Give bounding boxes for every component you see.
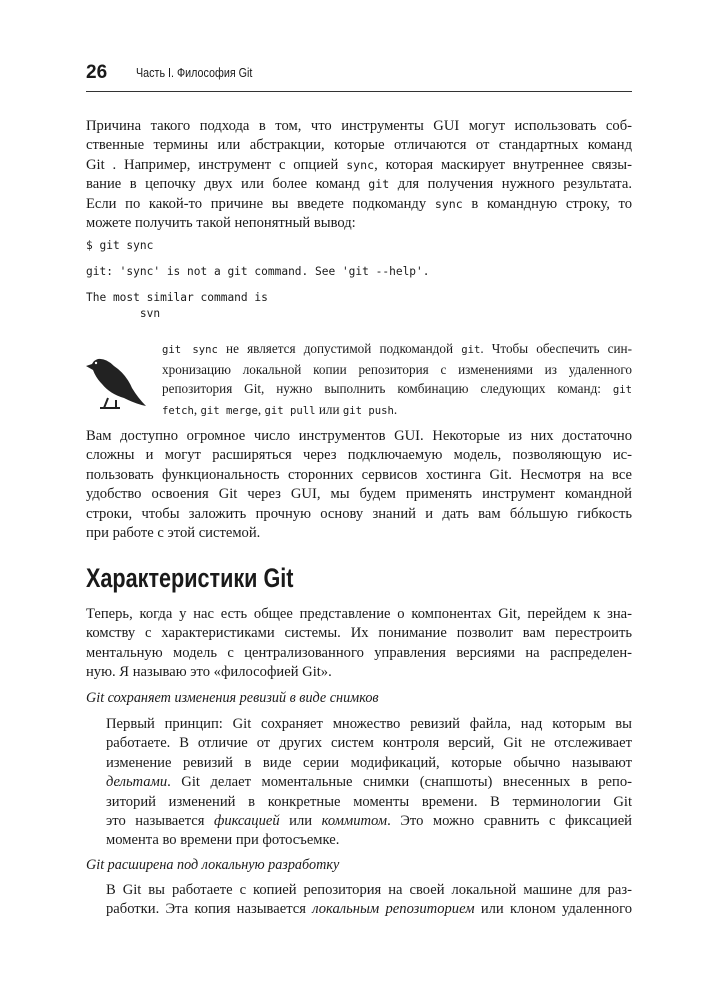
text-line: зиторий изменений в конкретные моменты времени. В терминологии Git xyxy=(106,793,632,810)
crow-icon xyxy=(86,344,148,412)
code-line: The most similar command is xyxy=(86,291,268,304)
text-line: комству с характеристиками системы. Их понимание позволит вам перестроить xyxy=(86,625,632,642)
text-line: момента во времени при фотосъемке. xyxy=(106,832,340,849)
term-title: Git сохраняет изменения ревизий в виде снимков xyxy=(86,690,379,706)
inline-code: fetch xyxy=(162,405,194,417)
text-line: работки. Эта копия называется локальным репозиторием или клоном удаленного xyxy=(106,901,632,918)
note-text xyxy=(162,339,632,421)
code-line: $ git sync xyxy=(86,239,154,252)
inline-code: git xyxy=(461,344,481,356)
section-heading: Характеристики Git xyxy=(86,563,294,593)
header-rule xyxy=(86,91,632,92)
code-line: svn xyxy=(86,307,161,320)
text-line: ственные термины или абстракции, которые отличаются от стандартных команд xyxy=(86,137,632,154)
running-title: Часть I. Философия Git xyxy=(136,66,253,80)
text-line: при работе с этой системой. xyxy=(86,525,261,542)
text-line: Вам доступно огромное число инструментов GUI. Некоторые из них достаточно xyxy=(86,428,632,444)
text-line: удобство освоения Git через GUI, мы будем применять инструмент командной xyxy=(86,486,632,503)
text-line: работаете. В отличие от других систем контроля версий, Git не отслеживает xyxy=(106,735,632,752)
text-line: репозитория Git, нужно выполнить комбинацию следующих команд: git xyxy=(162,381,632,396)
text-line: сложны и могут расширяться через подключаемую модель, позволяющую ис- xyxy=(86,447,632,464)
text-line: строки, чтобы заложить прочную основу знаний и дать вам бóльшую гибкость xyxy=(86,505,632,522)
text-line: дельтами. Git делает моментальные снимки (снапшоты) внесенных в репо- xyxy=(106,774,632,791)
text-line: Причина такого подхода в том, что инструменты GUI могут использовать соб- xyxy=(86,118,632,134)
term-description xyxy=(106,881,632,920)
inline-code: git xyxy=(612,384,632,396)
text-line: можете получить такой непонятный вывод: xyxy=(86,215,356,232)
text-line: изменение ревизий в виде серии модификаций, которые обычно называют xyxy=(106,754,632,771)
text-line: Теперь, когда у нас есть общее представление о компонентах Git, перейдем к зна- xyxy=(86,606,632,622)
inline-code: git pull xyxy=(264,405,316,417)
page-header xyxy=(86,60,632,90)
text-line: В Git вы работаете с копией репозитория на своей локальной машине для раз- xyxy=(106,882,632,898)
paragraph-gui xyxy=(86,427,632,543)
text-line: fetch, git merge, git pull или git push. xyxy=(162,402,398,417)
text-line: хронизацию локальной копии репозитория с изменениями из удаленного xyxy=(162,362,632,377)
text-line: ную. Я называю это «философией Git». xyxy=(86,664,332,681)
text-line: Git . Например, инструмент с опцией sync, которая маскирует внутреннее связы- xyxy=(86,156,632,173)
inline-code: git sync xyxy=(162,344,218,356)
text-line: ментальную модель с централизованного управления версиями на распределен- xyxy=(86,644,632,661)
text-line: это называется фиксацией или коммитом. Это можно сравнить с фиксацией xyxy=(106,813,632,830)
term-description xyxy=(106,715,632,851)
inline-code: git merge xyxy=(200,405,258,417)
code-line: git: 'sync' is not a git command. See 'git --help'. xyxy=(86,265,430,278)
term-title: Git расширена под локальную разработку xyxy=(86,857,340,873)
text-line: Если по какой-то причине вы введете подкоманду sync в командную строку, то xyxy=(86,195,632,212)
inline-code: git xyxy=(368,177,390,192)
paragraph-characteristics xyxy=(86,605,632,683)
inline-code: sync xyxy=(346,157,375,172)
page-number: 26 xyxy=(86,62,108,83)
text-line: пользовать функциональность сторонних сервисов хостинга Git. Несмотря на все xyxy=(86,466,632,483)
inline-code: sync xyxy=(434,196,463,211)
inline-code: git push xyxy=(342,405,394,417)
text-line: вание в цепочку двух или более команд git для получения нужного результата. xyxy=(86,176,632,193)
text-line: Первый принцип: Git сохраняет множество ревизий файла, над которым вы xyxy=(106,716,632,732)
paragraph-intro xyxy=(86,117,632,233)
text-line: git sync не является допустимой подкомандой git. Чтобы обеспечить син- xyxy=(162,341,632,356)
